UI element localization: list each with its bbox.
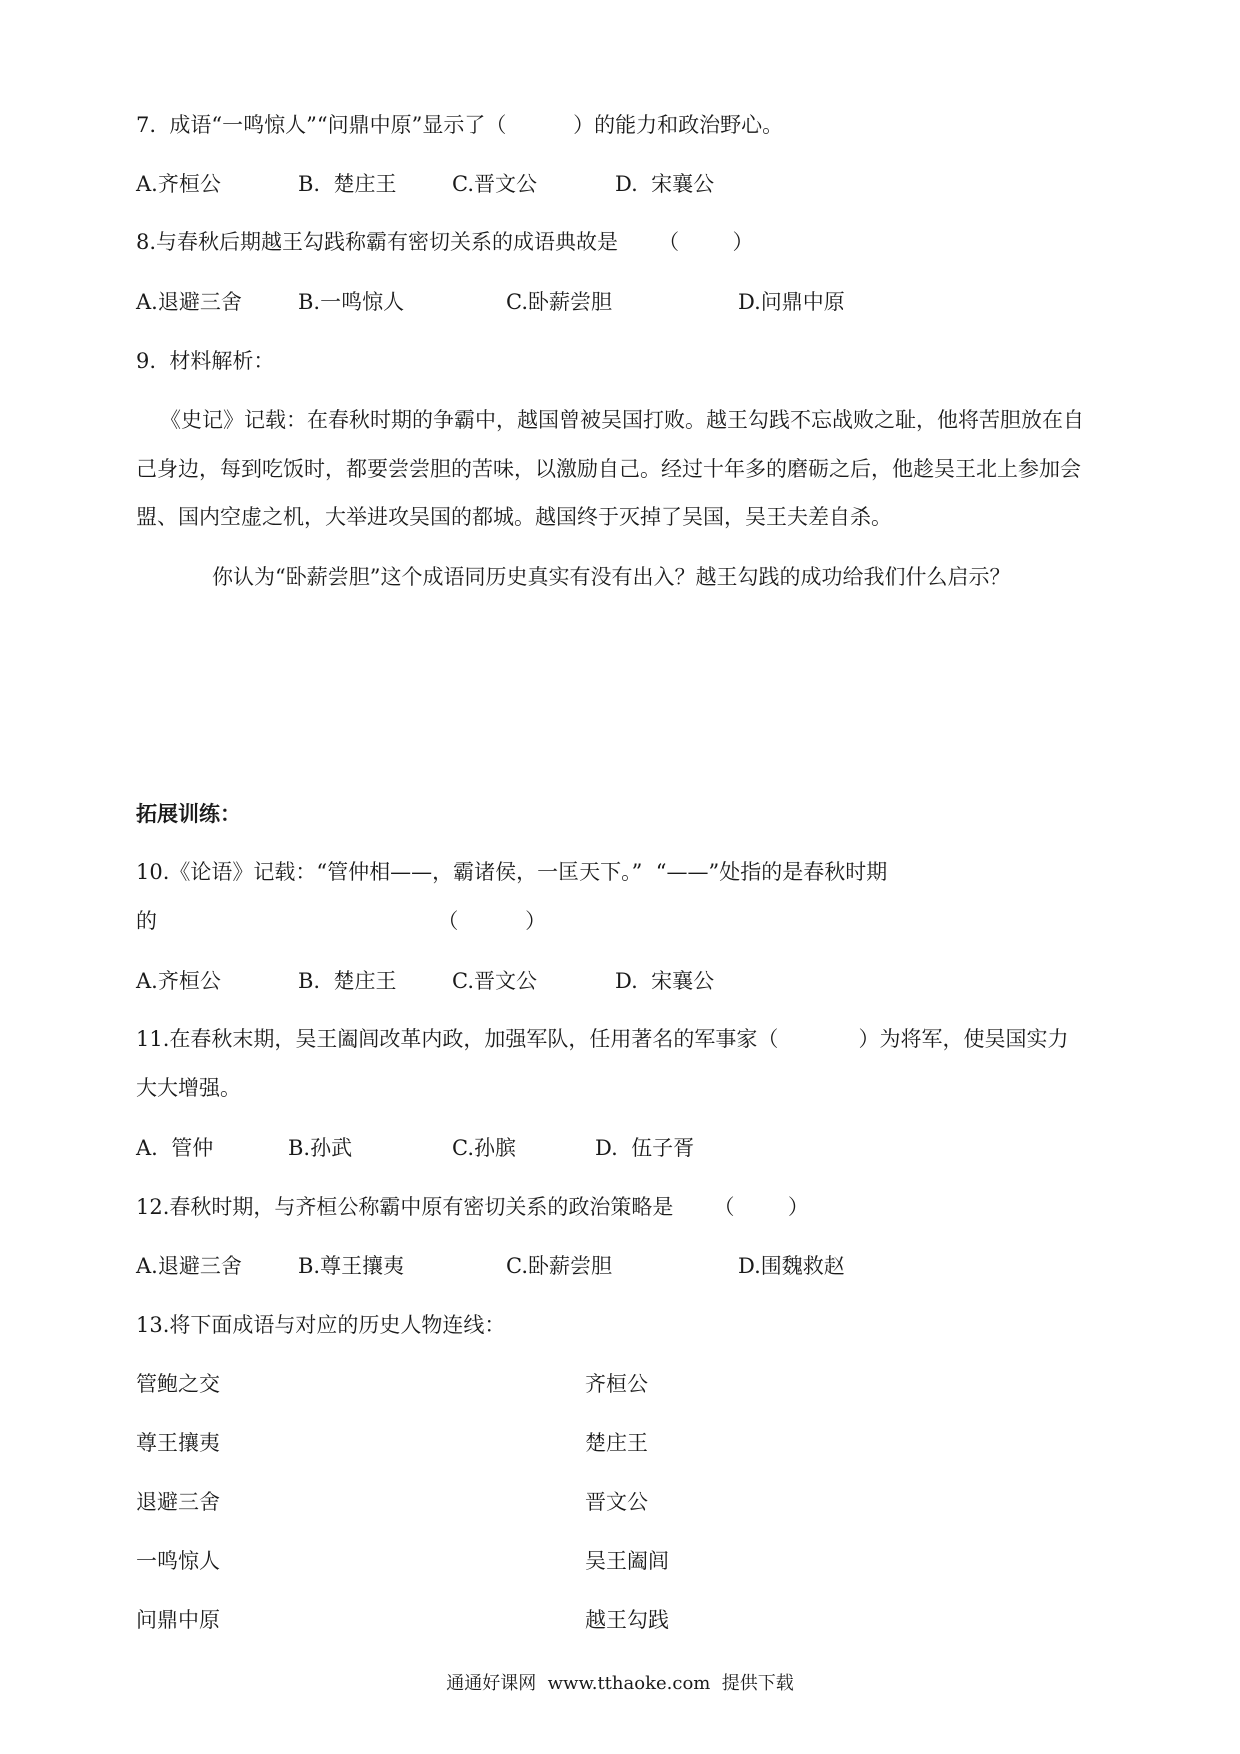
q8-stem: 8.与春秋后期越王勾践称霸有密切关系的成语典故是 （ ） — [136, 230, 754, 254]
q8-option-d: D.问鼎中原 — [738, 290, 845, 314]
q12-option-b: B.尊王攘夷 — [298, 1254, 405, 1278]
q13-person: 晋文公 — [585, 1490, 648, 1514]
q13-idiom: 问鼎中原 — [136, 1608, 220, 1632]
q13-idiom: 一鸣惊人 — [136, 1549, 220, 1573]
q8-option-c: C.卧薪尝胆 — [506, 290, 612, 314]
q9-stem: 9. 材料解析： — [136, 349, 275, 373]
q11-stem-line-1: 11.在春秋末期，吴王阖闾改革内政，加强军队，任用著名的军事家（ ）为将军，使吴国实力 — [136, 1027, 1069, 1051]
q7-option-d: D. 宋襄公 — [615, 172, 715, 196]
q10-option-a: A.齐桓公 — [136, 969, 221, 993]
q13-person: 齐桓公 — [585, 1372, 648, 1396]
q12-option-d: D.围魏救赵 — [738, 1254, 845, 1278]
q10-stem-line-2: 的 （ ） — [136, 909, 547, 933]
q9-question: 你认为“卧薪尝胆”这个成语同历史真实有没有出入？越王勾践的成功给我们什么启示？ — [212, 565, 1011, 589]
q9-paragraph-line-2: 己身边，每到吃饭时，都要尝尝胆的苦味，以激励自己。经过十年多的磨砺之后，他趁吴王北上参加会 — [136, 457, 1081, 481]
q13-person: 楚庄王 — [585, 1431, 648, 1455]
page-footer: 通通好课网 www.tthaoke.com 提供下载 — [446, 1673, 794, 1694]
q13-stem: 13.将下面成语与对应的历史人物连线： — [136, 1313, 506, 1337]
q10-option-b: B. 楚庄王 — [298, 969, 397, 993]
q13-idiom: 尊王攘夷 — [136, 1431, 220, 1455]
q10-option-c: C.晋文公 — [452, 969, 537, 993]
q7-stem: 7. 成语“一鸣惊人”“问鼎中原”显示了（ ）的能力和政治野心。 — [136, 113, 784, 137]
q9-paragraph-line-1: 《史记》记载：在春秋时期的争霸中，越国曾被吴国打败。越王勾践不忘战败之耻，他将苦胆放在自 — [160, 408, 1084, 432]
q12-stem: 12.春秋时期，与齐桓公称霸中原有密切关系的政治策略是 （ ） — [136, 1195, 809, 1219]
q13-idiom: 管鲍之交 — [136, 1372, 220, 1396]
q13-person: 吴王阖闾 — [585, 1549, 669, 1573]
q10-stem-line-1: 10.《论语》记载：“管仲相——，霸诸侯，一匡天下。” “——”处指的是春秋时期 — [136, 860, 888, 884]
q13-idiom: 退避三舍 — [136, 1490, 220, 1514]
q8-option-a: A.退避三舍 — [136, 290, 242, 314]
q7-option-b: B. 楚庄王 — [298, 172, 397, 196]
q10-option-d: D. 宋襄公 — [615, 969, 715, 993]
q8-option-b: B.一鸣惊人 — [298, 290, 405, 314]
q13-person: 越王勾践 — [585, 1608, 669, 1632]
q12-option-c: C.卧薪尝胆 — [506, 1254, 612, 1278]
q11-option-c: C.孙膑 — [452, 1136, 516, 1160]
q11-stem-line-2: 大大增强。 — [136, 1076, 241, 1100]
q11-option-d: D. 伍子胥 — [595, 1136, 695, 1160]
q11-option-a: A. 管仲 — [136, 1136, 214, 1160]
q7-option-a: A.齐桓公 — [136, 172, 221, 196]
q12-option-a: A.退避三舍 — [136, 1254, 242, 1278]
q9-paragraph-line-3: 盟、国内空虚之机，大举进攻吴国的都城。越国终于灭掉了吴国，吴王夫差自杀。 — [136, 505, 892, 529]
q11-option-b: B.孙武 — [288, 1136, 353, 1160]
q7-option-c: C.晋文公 — [452, 172, 537, 196]
section-title: 拓展训练： — [136, 801, 241, 826]
